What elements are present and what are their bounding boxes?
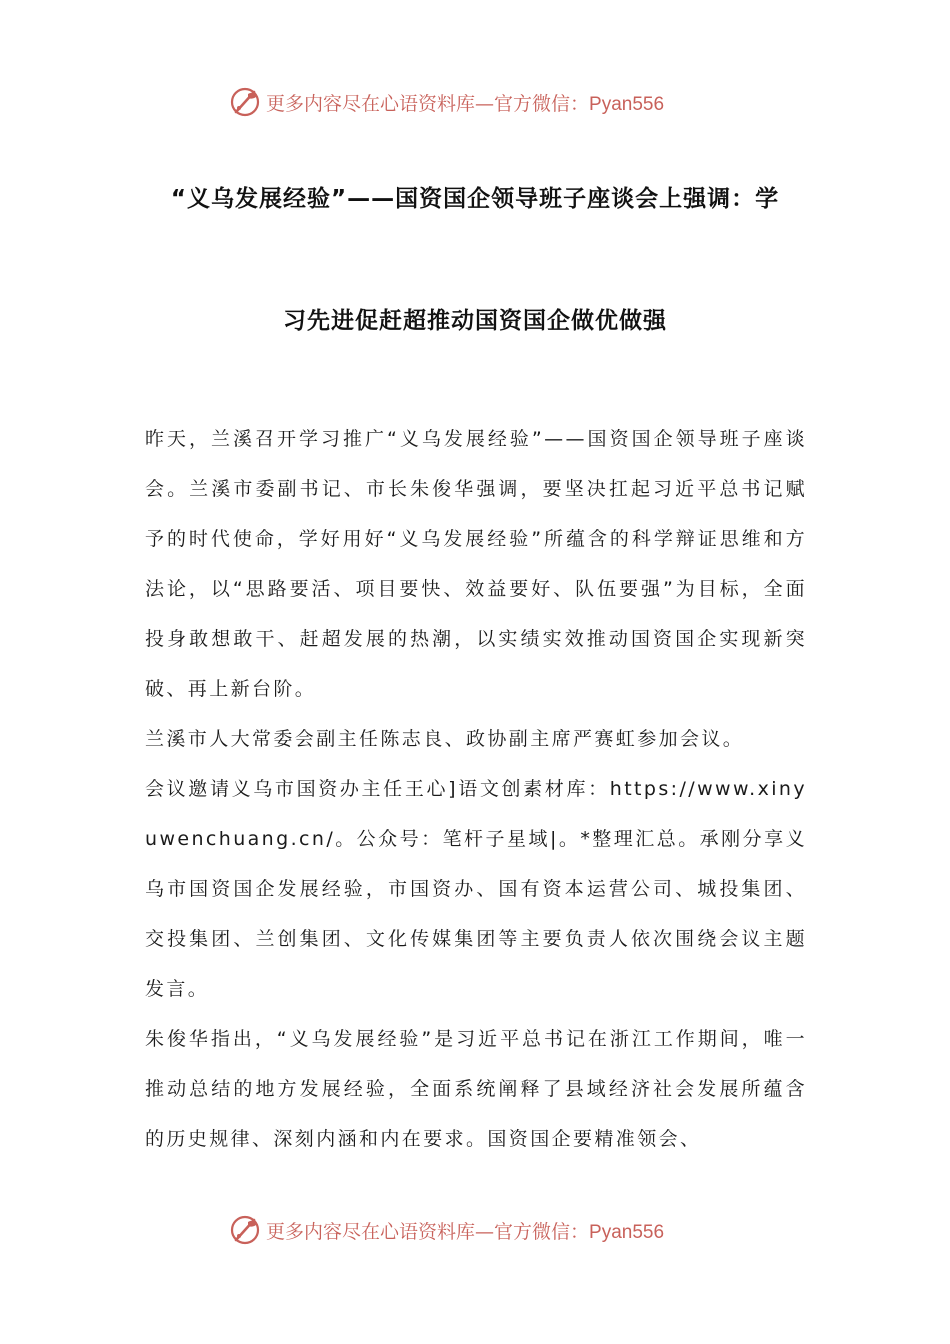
quill-logo-icon xyxy=(228,85,262,119)
paragraph: 朱俊华指出，“义乌发展经验”是习近平总书记在浙江工作期间，唯一推动总结的地方发展经验，全面系统阐释了县域经济社会发展所蕴含的历史规律、深刻内涵和内在要求。国资国企要精准领会、 xyxy=(145,1028,807,1150)
paragraph: 兰溪市人大常委会副主任陈志良、政协副主席严赛虹参加会议。 xyxy=(145,728,745,750)
quill-logo-icon xyxy=(228,1213,262,1247)
document-title-line-1: “义乌发展经验”——国资国企领导班子座谈会上强调：学 xyxy=(170,186,780,212)
watermark-wechat-id: Pyan556 xyxy=(589,1221,665,1243)
footer-watermark xyxy=(228,1212,664,1248)
document-title-line-2: 习先进促赶超推动国资国企做优做强 xyxy=(283,308,667,334)
paragraph: 会议邀请义乌市国资办主任王心]语文创素材库：https://www.xinyuwenchuang.cn/。公众号：笔杆子星域|。*整理汇总。承刚分享义乌市国资国企发展经验，市国资办、国有资本运营公司、城投集团、交投集团、兰创集团、文化传媒集团等主要负责人依次围绕会议主题发言。 xyxy=(145,778,807,1000)
watermark-wechat-id: Pyan556 xyxy=(589,93,665,115)
header-watermark xyxy=(228,84,664,120)
watermark-text: 更多内容尽在心语资料库—官方微信：Pyan556 xyxy=(266,1220,665,1243)
watermark-text: 更多内容尽在心语资料库—官方微信：Pyan556 xyxy=(266,92,665,115)
document-body xyxy=(145,414,807,1164)
paragraph: 昨天，兰溪召开学习推广“义乌发展经验”——国资国企领导班子座谈会。兰溪市委副书记、市长朱俊华强调，要坚决扛起习近平总书记赋予的时代使命，学好用好“义乌发展经验”所蕴含的科学辩证思维和方法论，以“思路要活、项目要快、效益要好、队伍要强”为目标，全面投身敢想敢干、赶超发展的热潮，以实绩实效推动国资国企实现新突破、再上新台阶。 xyxy=(145,428,807,700)
